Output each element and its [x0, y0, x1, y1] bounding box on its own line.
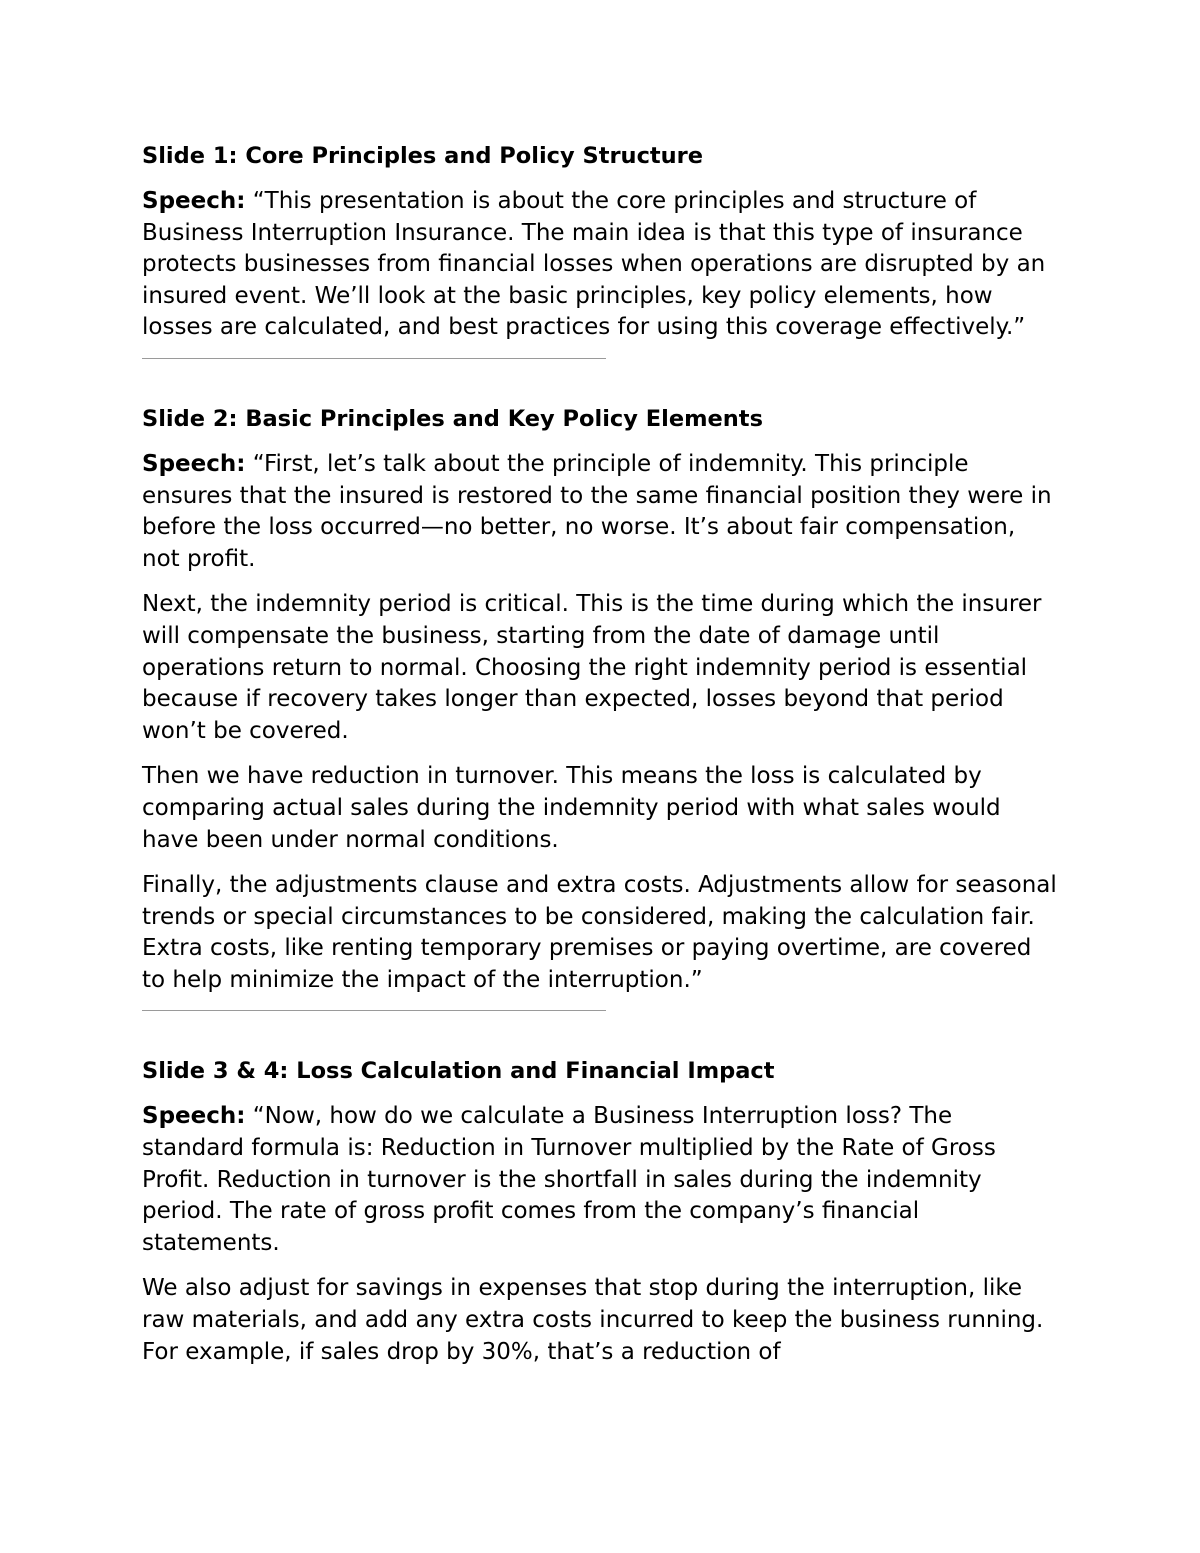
slide-2-section	[142, 403, 1058, 1012]
paragraph: Then we have reduction in turnover. This means the loss is calculated by comparing actual sales during the indemnity period with what sales would have been under normal conditions.	[142, 763, 1001, 853]
slide-3-4-heading: Slide 3 & 4: Loss Calculation and Financial Impact	[142, 1058, 775, 1085]
paragraph: We also adjust for savings in expenses that stop during the interruption, like raw materials, and add any extra costs incurred to keep the business running. For example, if sales drop by 30%, that’s a reduction of	[142, 1275, 1044, 1365]
paragraph: Finally, the adjustments clause and extra costs. Adjustments allow for seasonal trends or special circumstances to be considered, making the calculation fair. Extra costs, like renting temporary premises or paying overtime, are covered to help minimize the impact of the interruption.”	[142, 872, 1057, 993]
slide-3-4-section	[142, 1055, 1058, 1368]
speech-label: Speech:	[142, 188, 246, 214]
speech-label: Speech:	[142, 450, 246, 477]
slide-2-speech	[142, 449, 1058, 575]
paragraph: Next, the indemnity period is critical. This is the time during which the insurer will compensate the business, starting from the date of damage until operations return to normal. Choosing the right indemnity period is essential because if recovery takes longer than expected, losses beyond that period won’t be covered.	[142, 591, 1042, 744]
slide-1-speech	[142, 186, 1058, 344]
slide-3-4-speech	[142, 1101, 1058, 1259]
speech-text: “This presentation is about the core principles and structure of Business Interruption Insurance. The main idea is that this type of insurance protects businesses from financial losses when operations are disrupted by an insured event. We’ll look at the basic principles, key policy elements, how losses are calculated, and best practices for using this coverage effectively.”	[142, 188, 1046, 341]
speech-text: “Now, how do we calculate a Business Interruption loss? The standard formula is: Reduction in Turnover multiplied by the Rate of Gross Profit. Reduction in turnover is the shortfall in sales during the indemnity period. The rate of gross profit comes from the company’s financial statements.	[142, 1103, 996, 1256]
slide-1-section	[142, 140, 1058, 359]
slide-1-heading: Slide 1: Core Principles and Policy Structure	[142, 143, 704, 169]
slide-2-heading: Slide 2: Basic Principles and Key Policy Elements	[142, 405, 763, 432]
speech-text: “First, let’s talk about the principle of indemnity. This principle ensures that the insured is restored to the same financial position they were in before the loss occurred—no better, no worse. It’s about fair compensation, not profit.	[142, 450, 1052, 572]
document-page	[142, 140, 1058, 1382]
speech-label: Speech:	[142, 1103, 246, 1130]
